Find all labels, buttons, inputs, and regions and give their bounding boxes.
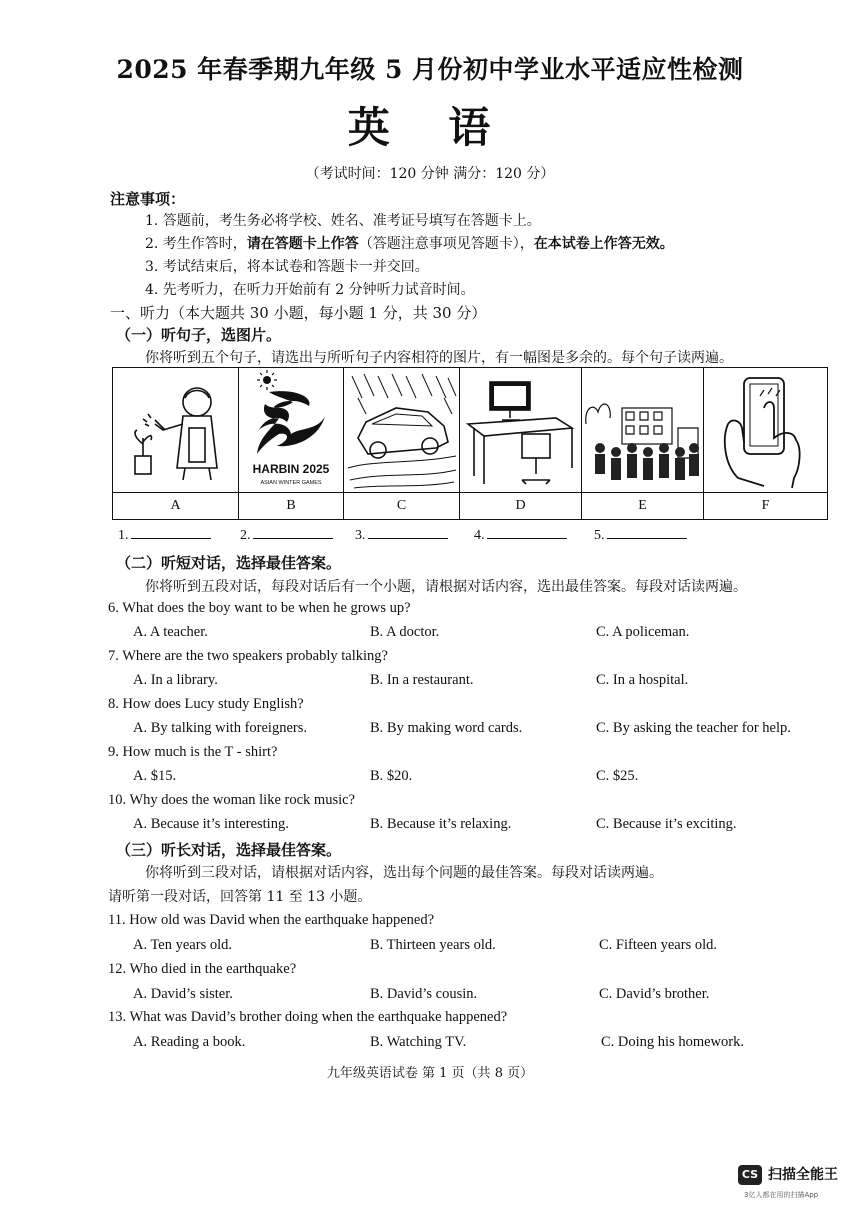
car-in-rain-icon: [344, 368, 460, 494]
picture-table: [112, 367, 828, 520]
logo-text: HARBIN 2025: [252, 462, 330, 476]
crowd-street-icon: [582, 368, 704, 494]
picture-cell-f: [704, 368, 827, 519]
scanner-name: 扫描全能王: [768, 1167, 838, 1183]
option-c: C. Because it’s exciting.: [596, 816, 737, 832]
answer-blank-4[interactable]: 4.: [474, 526, 567, 544]
answer-blank-3[interactable]: 3.: [355, 526, 448, 544]
part1-heading: （一）听句子，选图片。: [116, 326, 282, 344]
option-b: B. A doctor.: [370, 624, 440, 640]
picture-cell-a: [113, 368, 239, 519]
picture-label: F: [704, 492, 827, 519]
question-11: 11. How old was David when the earthquake happened?: [108, 912, 435, 928]
answer-blank-5[interactable]: 5.: [594, 526, 687, 544]
part3-instruction: 你将听到三段对话，请根据对话内容，选出每个问题的最佳答案。每段对话读两遍。: [145, 865, 663, 881]
option-a: A. $15.: [133, 768, 177, 784]
option-a: A. Because it’s interesting.: [133, 816, 289, 832]
option-b: B. By making word cards.: [370, 720, 523, 736]
question-8: 8. How does Lucy study English?: [108, 696, 304, 712]
picture-cell-c: [344, 368, 460, 519]
picture-label: B: [239, 492, 343, 519]
part2-instruction: 你将听到五段对话，每段对话后有一个小题，请根据对话内容，选出最佳答案。每段对话读两遍。: [145, 579, 747, 595]
option-a: A. In a library.: [133, 672, 218, 688]
harbin-2025-logo: [239, 368, 344, 494]
option-c: C. In a hospital.: [596, 672, 689, 688]
option-c: C. By asking the teacher for help.: [596, 720, 791, 736]
picture-cell-e: [582, 368, 704, 519]
notice-item: 2. 考生作答时，请在答题卡上作答（答题注意事项见答题卡），在本试卷上作答无效。: [145, 236, 674, 252]
option-c: C. David’s brother.: [599, 986, 710, 1002]
question-10: 10. Why does the woman like rock music?: [108, 792, 355, 808]
scanner-tagline: 3亿人都在用的扫描App: [744, 1191, 819, 1199]
option-b: B. In a restaurant.: [370, 672, 474, 688]
option-a: A. By talking with foreigners.: [133, 720, 307, 736]
notice-heading: 注意事项：: [110, 190, 186, 208]
picture-label: D: [460, 492, 581, 519]
picture-cell-b: [239, 368, 344, 519]
notice-item: 4. 先考听力，在听力开始前有 2 分钟听力试音时间。: [145, 282, 475, 298]
dialog1-note: 请听第一段对话，回答第 11 至 13 小题。: [108, 889, 372, 905]
phone-touch-icon: [704, 368, 827, 494]
option-a: A. Ten years old.: [133, 937, 232, 953]
answer-blank-2[interactable]: 2.: [240, 526, 333, 544]
option-b: B. $20.: [370, 768, 413, 784]
exam-info: （考试时间：120 分钟 满分：120 分）: [305, 166, 555, 182]
exam-title: 2025 年春季期九年级 5 月份初中学业水平适应性检测: [116, 55, 744, 84]
part2-heading: （二）听短对话，选择最佳答案。: [116, 554, 342, 572]
option-b: B. Thirteen years old.: [370, 937, 496, 953]
question-12: 12. Who died in the earthquake?: [108, 961, 297, 977]
option-a: A. Reading a book.: [133, 1034, 246, 1050]
question-7: 7. Where are the two speakers probably talking?: [108, 648, 388, 664]
picture-cell-d: [460, 368, 582, 519]
question-13: 13. What was David’s brother doing when the earthquake happened?: [108, 1009, 508, 1025]
watering-plant-icon: [113, 368, 239, 494]
option-c: C. A policeman.: [596, 624, 690, 640]
logo-subtext: ASIAN WINTER GAMES: [260, 480, 322, 486]
option-c: C. Fifteen years old.: [599, 937, 717, 953]
question-9: 9. How much is the T - shirt?: [108, 744, 278, 760]
option-c: C. Doing his homework.: [601, 1034, 744, 1050]
computer-desk-icon: [460, 368, 582, 494]
answer-blank-1[interactable]: 1.: [118, 526, 211, 544]
cs-logo-icon: CS: [738, 1165, 762, 1185]
option-b: B. David’s cousin.: [370, 986, 478, 1002]
notice-item: 3. 考试结束后，将本试卷和答题卡一并交回。: [145, 259, 429, 275]
option-a: A. A teacher.: [133, 624, 208, 640]
page-footer: 九年级英语试卷 第 1 页（共 8 页）: [326, 1066, 534, 1081]
part1-instruction: 你将听到五个句子，请选出与所听句子内容相符的图片，有一幅图是多余的。每个句子读两遍。: [145, 350, 733, 366]
subject-title: 英 语: [347, 103, 513, 152]
option-b: B. Watching TV.: [370, 1034, 467, 1050]
section-heading: 一、听力（本大题共 30 小题，每小题 1 分，共 30 分）: [110, 304, 487, 322]
option-c: C. $25.: [596, 768, 639, 784]
picture-label: A: [113, 492, 238, 519]
option-a: A. David’s sister.: [133, 986, 233, 1002]
question-6: 6. What does the boy want to be when he grows up?: [108, 600, 411, 616]
picture-label: E: [582, 492, 703, 519]
option-b: B. Because it’s relaxing.: [370, 816, 512, 832]
picture-label: C: [344, 492, 459, 519]
part3-heading: （三）听长对话，选择最佳答案。: [116, 841, 342, 859]
notice-item: 1. 答题前，考生务必将学校、姓名、准考证号填写在答题卡上。: [145, 213, 541, 229]
